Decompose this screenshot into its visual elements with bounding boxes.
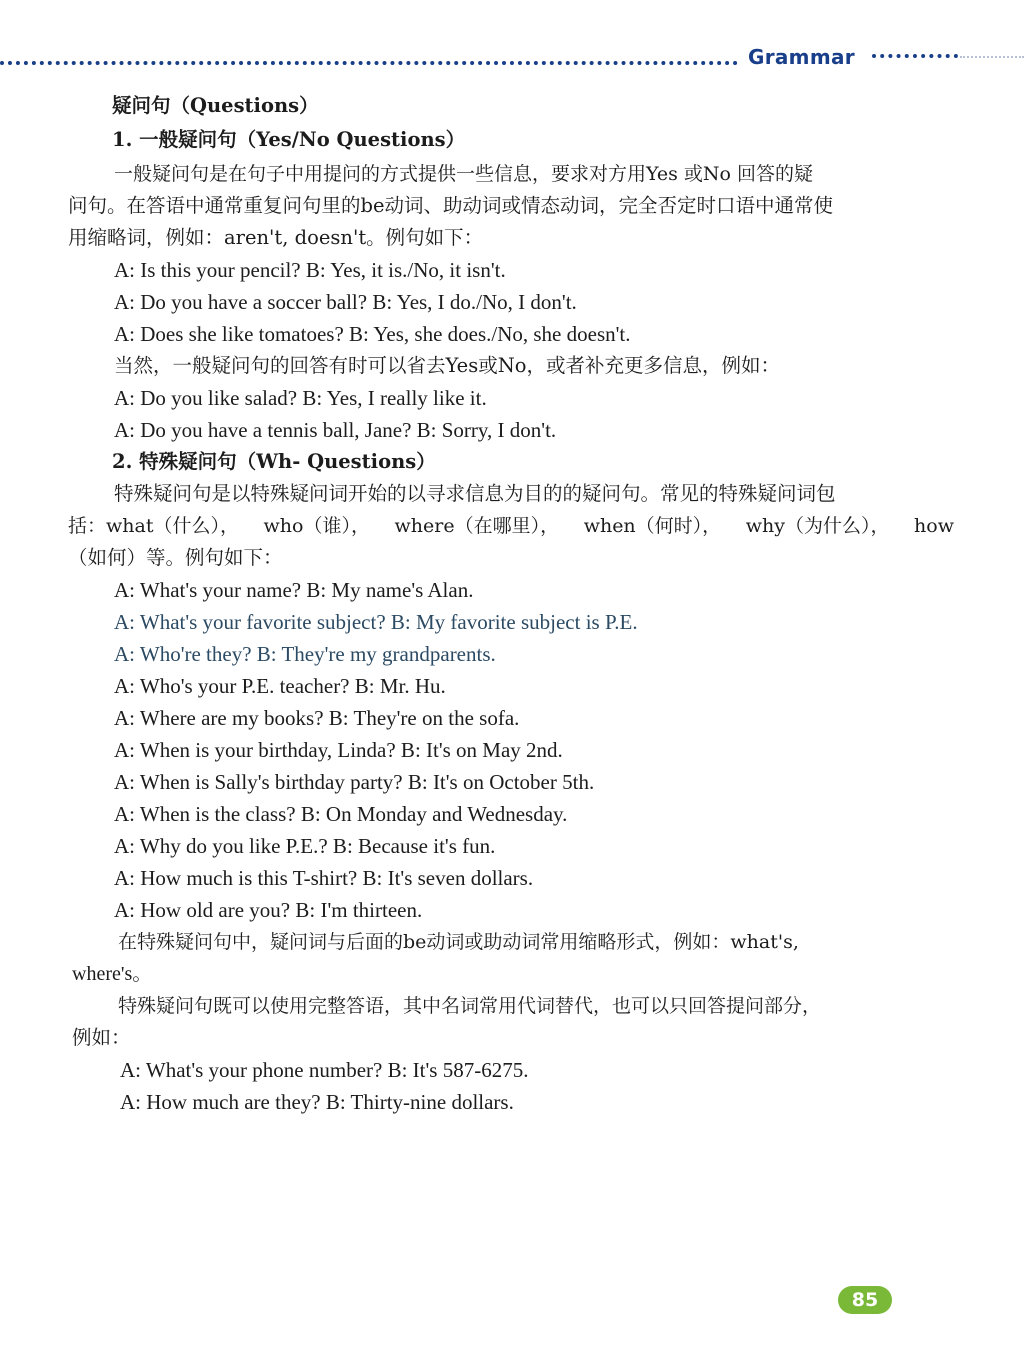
part2-heading: 2. 特殊疑问句（Wh- Questions） (112, 450, 436, 473)
part2-example-8: A: When is the class? B: On Monday and Wednesday. (114, 802, 568, 826)
wh-word-where: where（在哪里）， (394, 515, 560, 537)
part2-example-6: A: When is your birthday, Linda? B: It's on May 2nd. (114, 738, 563, 762)
part2-example-12: A: What's your phone number? B: It's 587-6275. (120, 1058, 529, 1082)
part2-example-13: A: How much are they? B: Thirty-nine dollars. (120, 1090, 514, 1114)
wh-word-how: how (914, 515, 954, 537)
part1-example-2: A: Do you have a soccer ball? B: Yes, I do./No, I don't. (114, 290, 577, 314)
part2-intro-line-3: （如何）等。例句如下： (68, 546, 283, 569)
part1-example-3: A: Does she like tomatoes? B: Yes, she does./No, she doesn't. (114, 322, 631, 346)
part2-example-11: A: How old are you? B: I'm thirteen. (114, 898, 423, 922)
wh-word-when: when（何时）， (583, 515, 722, 537)
part1-heading: 1. 一般疑问句（Yes/No Questions） (112, 128, 466, 151)
part2-intro-line-1: 特殊疑问句是以特殊疑问词开始的以寻求信息为目的的疑问句。常见的特殊疑问词包 (114, 482, 836, 505)
part2-note2-line-2: 例如： (72, 1026, 131, 1049)
page-header (0, 42, 1024, 72)
part2-example-4: A: Who's your P.E. teacher? B: Mr. Hu. (114, 674, 446, 698)
section-title: 疑问句（Questions） (112, 94, 319, 117)
header-dotted-rule-faint (960, 56, 1024, 58)
part2-note1-line-2: where's。 (72, 963, 153, 985)
part1-note: 当然，一般疑问句的回答有时可以省去Yes或No，或者补充更多信息，例如： (114, 354, 781, 377)
part2-example-2: A: What's your favorite subject? B: My favorite subject is P.E. (114, 610, 638, 634)
part1-intro-line-3: 用缩略词，例如：aren't, doesn't。例句如下： (68, 226, 484, 249)
part1-example-4: A: Do you like salad? B: Yes, I really like it. (114, 386, 487, 410)
wh-word-who: who（谁）， (263, 515, 370, 537)
part1-intro-line-2: 问句。在答语中通常重复问句里的be动词、助动词或情态动词，完全否定时口语中通常使 (68, 194, 834, 217)
header-dotted-rule-left (0, 61, 738, 65)
part2-example-3: A: Who're they? B: They're my grandparents. (114, 642, 496, 666)
part2-note2-line-1: 特殊疑问句既可以使用完整答语，其中名词常用代词替代，也可以只回答提问部分， (118, 995, 822, 1017)
part2-example-5: A: Where are my books? B: They're on the sofa. (114, 706, 520, 730)
part1-intro-line-1: 一般疑问句是在句子中用提问的方式提供一些信息，要求对方用Yes 或No 回答的疑 (114, 163, 814, 185)
part2-note1-line-1: 在特殊疑问句中，疑问词与后面的be动词或助动词常用缩略形式，例如：what's, (118, 931, 799, 953)
wh-word-why: why（为什么）， (745, 515, 890, 537)
wh-word-what: 括：what（什么）， (68, 515, 239, 537)
header-title: Grammar (748, 45, 855, 69)
part1-example-5: A: Do you have a tennis ball, Jane? B: Sorry, I don't. (114, 418, 557, 442)
header-dotted-rule-right (872, 54, 958, 58)
part2-example-9: A: Why do you like P.E.? B: Because it's fun. (114, 834, 496, 858)
part2-example-10: A: How much is this T-shirt? B: It's seven dollars. (114, 866, 534, 890)
part2-intro-line-2 (68, 512, 954, 540)
part2-example-7: A: When is Sally's birthday party? B: It's on October 5th. (114, 770, 595, 794)
part1-example-1: A: Is this your pencil? B: Yes, it is./No, it isn't. (114, 258, 506, 282)
page-number-badge: 85 (838, 1286, 892, 1314)
part2-example-1: A: What's your name? B: My name's Alan. (114, 578, 474, 602)
